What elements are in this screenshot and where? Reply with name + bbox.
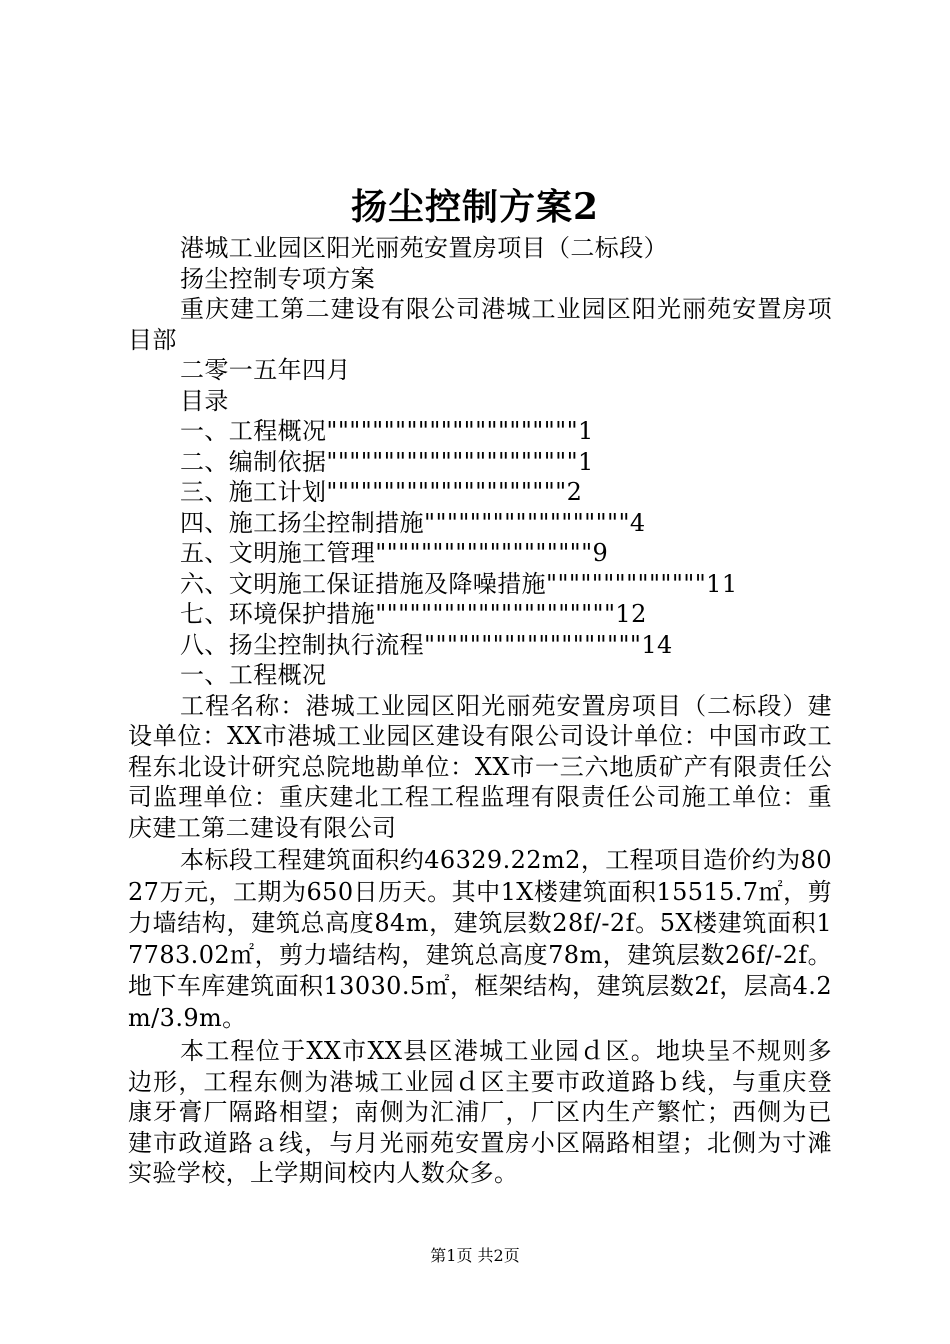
toc-heading: 目录 <box>180 386 229 415</box>
toc-item: 八、扬尘控制执行流程"""""""""""""""""""14 <box>180 630 673 659</box>
project-name-line: 港城工业园区阳光丽苑安置房项目（二标段） <box>180 234 668 262</box>
page-footer: 第1页 共2页 <box>430 1246 520 1265</box>
toc-item: 三、施工计划"""""""""""""""""""""2 <box>180 478 583 506</box>
company-paragraph: 重庆建工第二建设有限公司港城工业园区阳光丽苑安置房项目部 <box>128 295 832 354</box>
location-paragraph: 本工程位于XX市XX县区港城工业园ｄ区。地块呈不规则多边形，工程东侧为港城工业园ｄ区主要市政道路ｂ线，与重庆登康牙膏厂隔路相望；南侧为汇浦厂，厂区内生产繁忙；西侧为已建市政道路ａ线，与月光丽苑安置房小区隔路相望；北侧为寸滩实验学校，上学期间校内人数众多。 <box>128 1037 832 1187</box>
document-title: 扬尘控制方案2 <box>350 186 600 228</box>
plan-subtitle-line: 扬尘控制专项方案 <box>180 264 376 293</box>
document-body <box>128 233 832 1189</box>
units-paragraph: 工程名称：港城工业园区阳光丽苑安置房项目（二标段）建设单位：XX市港城工业园区建设有限公司设计单位：中国市政工程东北设计研究总院地勘单位：XX市一三六地质矿产有限责任公司监理单位：重庆建北工程工程监理有限责任公司施工单位：重庆建工第二建设有限公司 <box>128 691 832 842</box>
toc-item: 一、工程概况""""""""""""""""""""""1 <box>180 417 594 445</box>
date-line: 二零一五年四月 <box>180 356 351 384</box>
section-heading: 一、工程概况 <box>180 661 327 689</box>
area-paragraph: 本标段工程建筑面积约46329.22m2，工程项目造价约为8027万元，工期为650日历天。其中1X楼建筑面积15515.7㎡，剪力墙结构，建筑总高度84m，建筑层数28f/-2f。5X楼建筑面积17783.02㎡，剪力墙结构，建筑总高度78m，建筑层数26f/-2f。地下车库建筑面积13030.5㎡，框架结构，建筑层数2f，层高4.2m/3.9m。 <box>128 846 832 1032</box>
toc-item: 四、施工扬尘控制措施""""""""""""""""""4 <box>180 508 646 537</box>
toc-item: 五、文明施工管理"""""""""""""""""""9 <box>180 539 609 567</box>
toc-item: 六、文明施工保证措施及降噪措施""""""""""""""11 <box>180 569 738 598</box>
toc-item: 七、环境保护措施"""""""""""""""""""""12 <box>180 600 647 628</box>
toc-item: 二、编制依据""""""""""""""""""""""1 <box>180 447 594 476</box>
